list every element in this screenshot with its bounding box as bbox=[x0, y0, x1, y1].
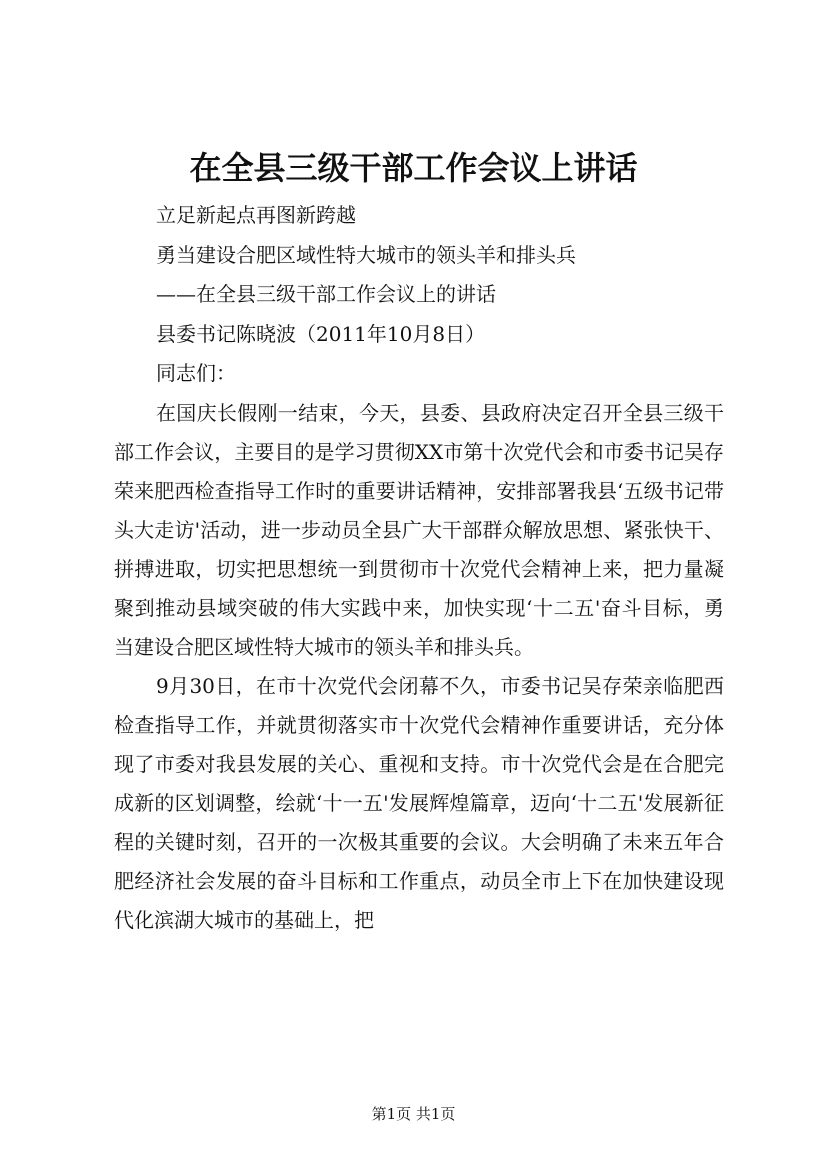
document-body bbox=[114, 196, 724, 940]
body-paragraph: 在国庆长假刚一结束，今天，县委、县政府决定召开全县三级干部工作会议，主要目的是学习贯彻XX市第十次党代会和市委书记吴存荣来肥西检查指导工作时的重要讲话精神，安排部署我县‘五级书记带头大走访'活动，进一步动员全县广大干部群众解放思想、紧张快干、拼搏进取，切实把思想统一到贯彻市十次党代会精神上来，把力量凝聚到推动县域突破的伟大实践中来，加快实现‘十二五'奋斗目标，勇当建设合肥区域性特大城市的领头羊和排头兵。 bbox=[114, 400, 724, 659]
subtitle-line: 勇当建设合肥区域性特大城市的领头羊和排头兵 bbox=[156, 242, 576, 267]
subtitle-line: 立足新起点再图新跨越 bbox=[156, 203, 356, 227]
speaker-line: 县委书记陈晓波（2011年10月8日） bbox=[156, 321, 486, 346]
page-number-footer: 第1页 共1页 bbox=[371, 1105, 456, 1123]
body-paragraph: 9月30日，在市十次党代会闭幕不久，市委书记吴存荣亲临肥西检查指导工作，并就贯彻落实市十次党代会精神作重要讲话，充分体现了市委对我县发展的关心、重视和支持。市十次党代会是在合肥完成新的区划调整，绘就‘十一五'发展辉煌篇章，迈向‘十二五'发展新征程的关键时刻，召开的一次极其重要的会议。大会明确了未来五年合肥经济社会发展的奋斗目标和工作重点，动员全市上下在加快建设现代化滨湖大城市的基础上，把 bbox=[114, 673, 724, 932]
salutation-line: 同志们： bbox=[156, 361, 236, 385]
speech-heading-line: ——在全县三级干部工作会议上的讲话 bbox=[156, 282, 496, 306]
document-title: 在全县三级干部工作会议上讲话 bbox=[189, 149, 638, 187]
